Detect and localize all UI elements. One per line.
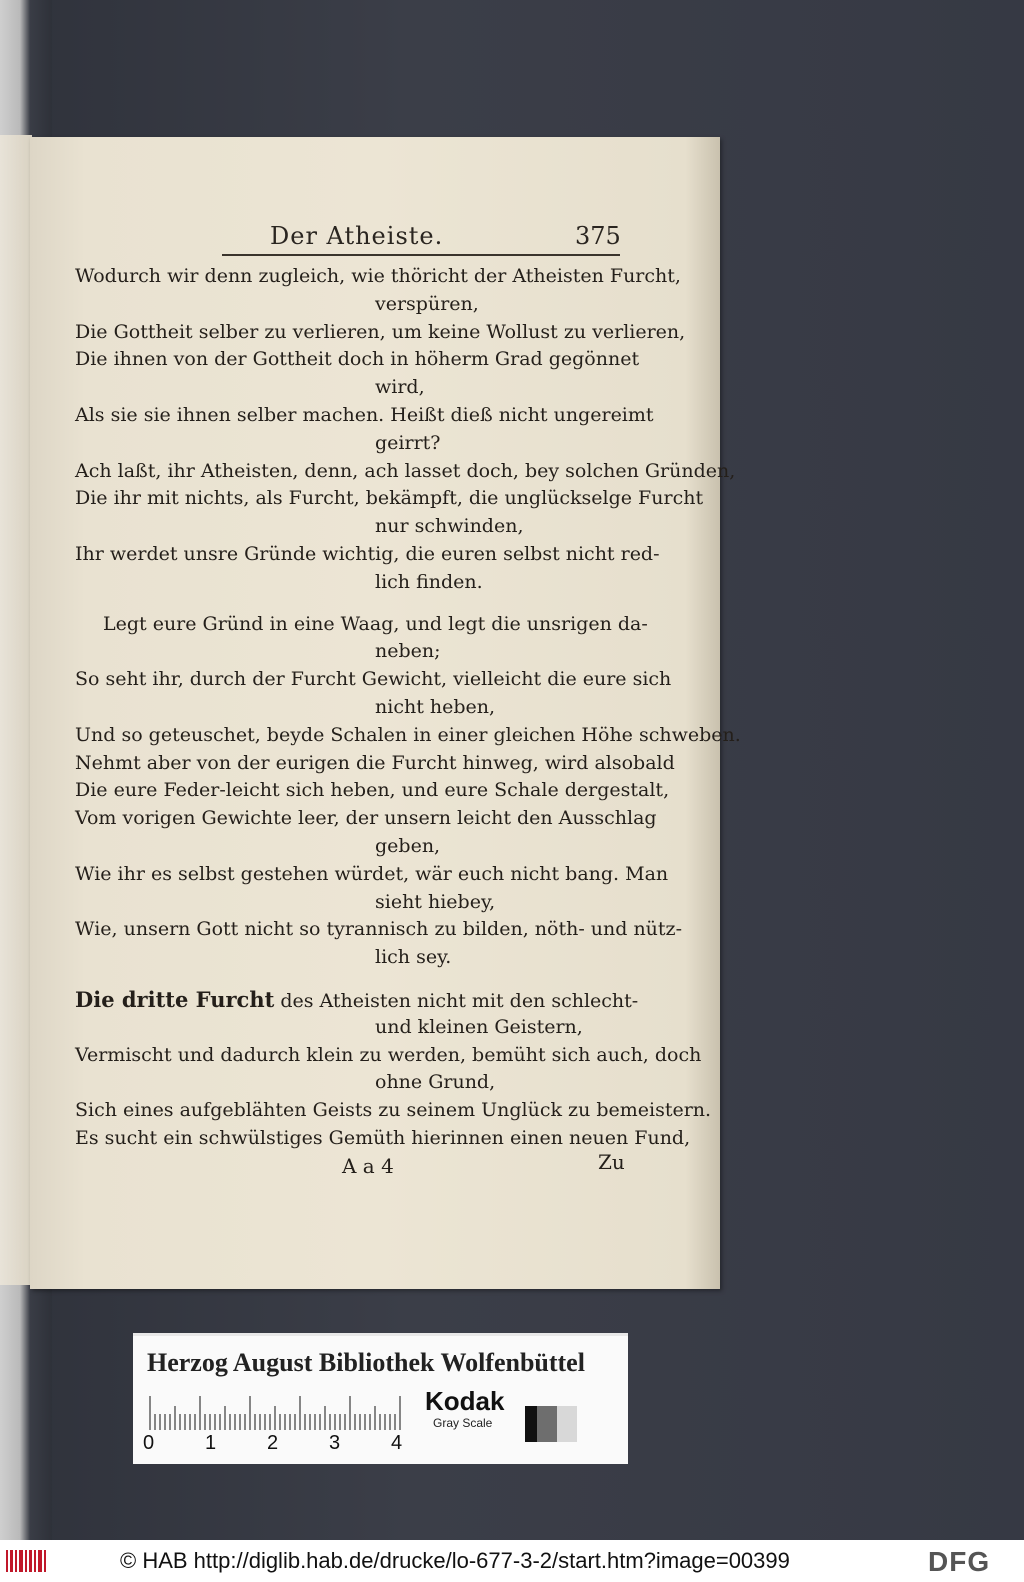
gray-patch-light	[557, 1406, 577, 1442]
verse-line: Und so geteuschet, beyde Schalen in einer gleichen Höhe schweben.	[75, 723, 741, 746]
poem-text	[75, 263, 741, 1153]
gray-patch-black	[525, 1406, 537, 1442]
left-page-edge	[0, 135, 32, 1285]
verse-line-continuation: geirrt?	[375, 431, 441, 454]
verse-line: Ihr werdet unsre Gründe wichtig, die euren selbst nicht red-	[75, 542, 660, 565]
ruler-number: 0	[143, 1432, 155, 1454]
dfg-logo: DFG	[928, 1546, 991, 1577]
gray-patch-mid	[537, 1406, 557, 1442]
verse-line: Vermischt und dadurch klein zu werden, bemüht sich auch, doch	[75, 1043, 702, 1066]
signature-mark: A a 4	[342, 1154, 394, 1178]
verse-line: Die eure Feder-leicht sich heben, und eure Schale dergestalt,	[75, 779, 670, 802]
verse-line: Wie, unsern Gott nicht so tyrannisch zu bilden, nöth- und nütz-	[75, 918, 682, 941]
verse-line-continuation: nur schwinden,	[375, 515, 524, 538]
verse-line-continuation: sieht hiebey,	[375, 890, 496, 913]
verse-line: Sich eines aufgeblähten Geists zu seinem Unglück zu bemeistern.	[75, 1099, 712, 1122]
verse-line: Ach laßt, ihr Atheisten, denn, ach lasset doch, bey solchen Gründen,	[75, 459, 736, 482]
scale-ruler	[147, 1394, 402, 1430]
kodak-subtitle: Gray Scale	[433, 1416, 493, 1430]
stanza-gap	[75, 597, 635, 611]
verse-line: So seht ihr, durch der Furcht Gewicht, vielleicht die eure sich	[75, 668, 672, 691]
verse-line-continuation: ohne Grund,	[375, 1071, 496, 1094]
verse-line-continuation: nicht heben,	[375, 695, 496, 718]
ruler-number: 2	[267, 1432, 279, 1454]
verse-line-continuation: verspüren,	[375, 292, 479, 315]
verse-line	[75, 986, 639, 1014]
footer-bar	[0, 1540, 1024, 1582]
verse-line: Die ihr mit nichts, als Furcht, bekämpft, die unglückselge Furcht	[75, 487, 704, 510]
verse-line-continuation: neben;	[375, 640, 441, 663]
ruler-numbers	[143, 1432, 403, 1458]
verse-line: Die ihnen von der Gottheit doch in höherm Grad gegönnet	[75, 348, 640, 371]
verse-line-continuation: geben,	[375, 834, 441, 857]
verse-line-continuation: und kleinen Geistern,	[375, 1015, 583, 1038]
barcode-icon	[4, 1546, 48, 1576]
verse-line-rest: des Atheisten nicht mit den schlecht-	[274, 989, 639, 1012]
running-head: Der Atheiste.	[270, 222, 444, 250]
verse-line: Als sie sie ihnen selber machen. Heißt dieß nicht ungereimt	[75, 403, 654, 426]
target-title: Herzog August Bibliothek Wolfenbüttel	[147, 1348, 585, 1377]
verse-line: Vom vorigen Gewichte leer, der unsern leicht den Ausschlag	[75, 807, 657, 830]
ruler-number: 1	[205, 1432, 217, 1454]
verse-line-continuation: lich finden.	[375, 570, 483, 593]
verse-line: Nehmt aber von der eurigen die Furcht hinweg, wird alsobald	[75, 751, 675, 774]
header-rule	[222, 254, 620, 256]
verse-line: Die Gottheit selber zu verlieren, um keine Wollust zu verlieren,	[75, 320, 686, 343]
section-heading-words: Die dritte Furcht	[75, 986, 275, 1012]
ruler-number: 4	[391, 1432, 403, 1454]
verse-line-continuation: lich sey.	[375, 946, 452, 969]
verse-line: Es sucht ein schwülstiges Gemüth hierinnen einen neuen Fund,	[75, 1126, 691, 1149]
kodak-logo: Kodak	[425, 1386, 505, 1416]
color-target-card	[133, 1333, 628, 1464]
verse-line: Wie ihr es selbst gestehen würdet, wär euch nicht bang. Man	[75, 862, 669, 885]
ruler-number: 3	[329, 1432, 341, 1454]
catchword: Zu	[598, 1150, 625, 1174]
stanza-gap	[75, 972, 635, 986]
page-number: 375	[575, 222, 621, 250]
copyright-url[interactable]: © HAB http://diglib.hab.de/drucke/lo-677-3-2/start.htm?image=00399	[120, 1548, 790, 1573]
verse-line: Legt eure Gründ in eine Waag, und legt die unsrigen da-	[103, 612, 648, 635]
verse-line: Wodurch wir denn zugleich, wie thöricht der Atheisten Furcht,	[75, 265, 681, 287]
verse-line-continuation: wird,	[375, 376, 425, 399]
